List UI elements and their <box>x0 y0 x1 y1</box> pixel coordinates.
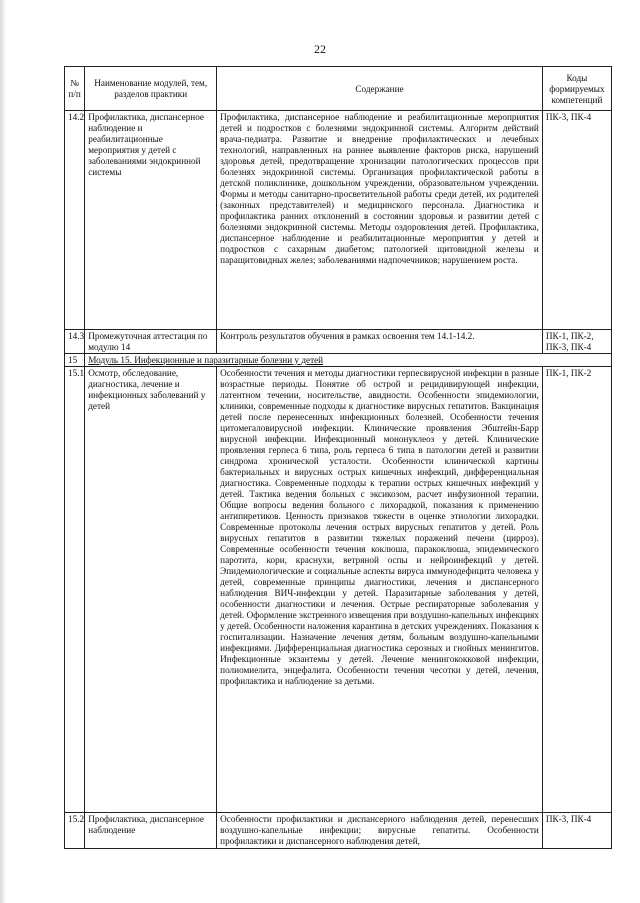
row-codes: ПК-1, ПК-2, ПК-3, ПК-4 <box>542 330 611 354</box>
table-header-row <box>65 67 612 111</box>
row-num: 15.1 <box>65 367 85 813</box>
header-num: № п/п <box>65 67 85 111</box>
row-name: Профилактика, диспансерное наблюдение и реабилитационные мероприятия у детей с заболеваниями эндокринной системы <box>85 111 217 330</box>
module-num: 15 <box>65 354 85 367</box>
page-number: 22 <box>314 42 326 56</box>
row-codes: ПК-1, ПК-2 <box>542 367 611 813</box>
row-name: Осмотр, обследование, диагностика, лечение и инфекционных заболеваний у детей <box>85 367 217 813</box>
table-row-14-3 <box>65 330 612 354</box>
row-codes: ПК-3, ПК-4 <box>542 111 611 330</box>
header-codes: Коды формируемых компетенций <box>542 67 611 111</box>
row-name: Промежуточная аттестация по модулю 14 <box>85 330 217 354</box>
row-content: Контроль результатов обучения в рамках освоения тем 14.1-14.2. <box>217 330 543 354</box>
row-name: Профилактика, диспансерное наблюдение <box>85 813 217 849</box>
header-content: Содержание <box>217 67 543 111</box>
module-row-15 <box>65 354 612 367</box>
practice-program-table <box>64 66 612 849</box>
row-content: Особенности профилактики и диспансерного наблюдения детей, перенесших воздушно-капельные инфекции; вирусные гепатиты. Особенности профилактики и диспансерного наблюдения детей, <box>217 813 543 849</box>
module-title: Модуль 15. Инфекционные и паразитарные болезни у детей <box>85 354 612 367</box>
table-row-15-1 <box>65 367 612 813</box>
header-name: Наименование модулей, тем, разделов практики <box>85 67 217 111</box>
row-content: Профилактика, диспансерное наблюдение и реабилитационные мероприятия детей и подростков с болезнями эндокринной системы. Алгоритм действий врача-педиатра. Развитие и внедрение профилактических и лечебных технологий, направленных на раннее выявление факторов риска, нарушений здоровья детей, предотвращение хронизации патологических процессов при болезнях эндокринной системы. Организация профилактической работы в детской поликлинике, дошкольном учреждении, образовательном учреждении. Формы и методы санитарно-просветительной работы среди детей, их родителей (законных представителей) и медицинского персонала. Диагностика и профилактика ранних отклонений в состоянии здоровья и развитии детей с болезнями эндокринной системы. Методы оздоровления детей. Профилактика, диспансерное наблюдение и реабилитационные мероприятия у детей и подростков с сахарным диабетом; патологией щитовидной железы и паращитовидных желез; заболеваниями надпочечников; нарушением роста. <box>217 111 543 330</box>
table-row-15-2 <box>65 813 612 849</box>
row-num: 15.2 <box>65 813 85 849</box>
row-codes: ПК-3, ПК-4 <box>542 813 611 849</box>
row-num: 14.2 <box>65 111 85 330</box>
row-content: Особенности течения и методы диагностики герпесвирусной инфекции в разные возрастные периоды. Понятие об острой и рецидивирующей инфекции, латентном течении, носительстве, авидности. Особенности эпидемиологии, клиники, современные подходы к диагностике вирусных гепатитов. Вакцинация детей после перенесенных инфекционных болезней. Особенности течения цитомегаловирусной инфекции. Клинические проявления Эбштейн-Барр вирусной инфекции. Инфекционный мононуклеоз у детей. Клинические проявления герпеса 6 типа, роль герпеса 6 типа в патологии детей и развитии синдрома хронической усталости. Особенности клинической картины бактериальных и вирусных острых кишечных инфекций, дифференциальная диагностика. Современные подходы к терапии острых кишечных инфекций у детей. Тактика ведения больных с эксикозом, расчет инфузионной терапии. Общие вопросы ведения больного с лихорадкой, показания к применению антипиретиков. Ценность признаков тяжести в оценке этиологии лихорадки. Современные протоколы лечения острых вирусных гепатитов у детей. Роль вирусных гепатитов в развитии тяжелых поражений печени (цирроз). Современные особенности течения коклюша, паракоклюша, эпидемического паротита, кори, краснухи, ветряной оспы и нейроинфекций у детей. Эпидемиологические и социальные аспекты вируса иммунодефицита человека у детей, современные принципы диагностики, лечения и диспансерного наблюдения ВИЧ-инфекции у детей. Паразитарные заболевания у детей, особенности диагностики и лечения. Острые респираторные заболевания у детей. Оформление экстренного извещения при воздушно-капельных инфекциях у детей. Особенности наложения карантина в детских учреждениях. Показания к госпитализации. Назначение лечения детям, больным воздушно-капельными инфекциями. Дифференциальная диагностика серозных и гнойных менингитов. Инфекционные экзантемы у детей. Лечение менингококковой инфекции, полиомиелита, энцефалита. Особенности течения чесотки у детей, лечения, профилактика и наблюдение за детьми. <box>217 367 543 813</box>
table-row-14-2 <box>65 111 612 330</box>
scan-edge-shadow <box>0 0 6 903</box>
row-num: 14.3 <box>65 330 85 354</box>
